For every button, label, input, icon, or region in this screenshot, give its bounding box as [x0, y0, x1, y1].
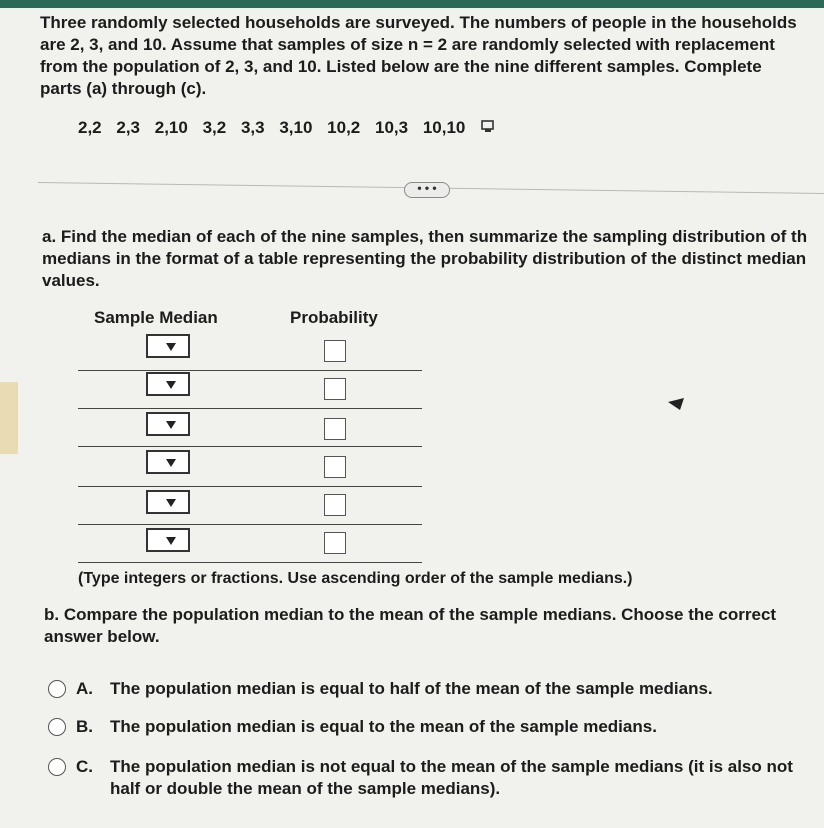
- probability-input[interactable]: [324, 340, 346, 362]
- chevron-down-icon: [166, 420, 176, 430]
- chevron-down-icon: [166, 458, 176, 468]
- table-header-median: Sample Median: [94, 308, 218, 327]
- median-dropdown[interactable]: [146, 334, 190, 358]
- median-dropdown[interactable]: [146, 450, 190, 474]
- samples-list: [78, 118, 506, 139]
- radio-button[interactable]: [48, 758, 66, 776]
- part-a-line: values.: [42, 271, 100, 290]
- intro-line: Three randomly selected households are surveyed. The numbers of people in the households: [40, 13, 797, 32]
- table-divider: [78, 562, 422, 563]
- median-dropdown[interactable]: [146, 528, 190, 552]
- mouse-cursor-icon: [668, 396, 688, 412]
- median-dropdown[interactable]: [146, 490, 190, 514]
- part-a-prompt: [42, 226, 824, 292]
- table-divider: [78, 408, 422, 409]
- chevron-down-icon: [166, 380, 176, 390]
- option-text: The population median is not equal to the mean of the sample medians (it is also not: [110, 757, 793, 776]
- intro-line: parts (a) through (c).: [40, 79, 207, 98]
- sample-item: 2,2: [78, 118, 102, 137]
- probability-input[interactable]: [324, 418, 346, 440]
- sample-item: 2,3: [116, 118, 141, 137]
- table-divider: [78, 486, 422, 487]
- sample-item: 3,2: [202, 118, 227, 137]
- intro-line: are 2, 3, and 10. Assume that samples of size n = 2 are randomly selected with replacement: [40, 35, 775, 54]
- sample-item: 2,10: [154, 118, 188, 137]
- sample-item: 10,2: [327, 118, 361, 137]
- sample-item: 3,10: [279, 118, 313, 137]
- chevron-down-icon: [166, 342, 176, 352]
- table-divider: [78, 370, 422, 371]
- chevron-down-icon: [166, 498, 176, 508]
- option-letter: B.: [76, 717, 93, 736]
- radio-button[interactable]: [48, 680, 66, 698]
- probability-input[interactable]: [324, 456, 346, 478]
- option-text: half or double the mean of the sample medians).: [110, 779, 501, 798]
- table-divider: [78, 446, 422, 447]
- table-divider: [78, 524, 422, 525]
- row-highlight: [0, 382, 18, 454]
- chevron-down-icon: [166, 536, 176, 546]
- median-dropdown[interactable]: [146, 412, 190, 436]
- probability-input[interactable]: [324, 494, 346, 516]
- part-b-line: b. Compare the population median to the mean of the sample medians. Choose the correct: [44, 605, 777, 624]
- option-letter: A.: [76, 679, 93, 698]
- header-bar: [0, 0, 824, 8]
- probability-input[interactable]: [324, 532, 346, 554]
- option-text: The population median is equal to half of the mean of the sample medians.: [110, 679, 713, 698]
- question-intro: [40, 12, 824, 100]
- part-a-instructions: (Type integers or fractions. Use ascending order of the sample medians.): [78, 570, 633, 587]
- option-text: The population median is equal to the mean of the sample medians.: [110, 717, 657, 736]
- part-a-line: medians in the format of a table representing the probability distribution of the distinct median: [42, 249, 807, 268]
- part-b-line: answer below.: [44, 627, 160, 646]
- option-letter: C.: [76, 757, 93, 776]
- sample-item: 3,3: [240, 118, 265, 137]
- intro-line: from the population of 2, 3, and 10. Listed below are the nine different samples. Complete: [40, 57, 762, 76]
- part-a-line: a. Find the median of each of the nine samples, then summarize the sampling distribution of th: [42, 227, 808, 246]
- sample-item: 10,3: [374, 118, 409, 137]
- probability-input[interactable]: [324, 378, 346, 400]
- table-header-probability: Probability: [290, 308, 378, 327]
- median-dropdown[interactable]: [146, 372, 190, 396]
- part-b-prompt: [44, 604, 824, 648]
- copy-data-icon[interactable]: [480, 118, 496, 139]
- radio-button[interactable]: [48, 718, 66, 736]
- sample-item: 10,10: [422, 118, 466, 137]
- expand-more-button[interactable]: • • •: [404, 182, 450, 198]
